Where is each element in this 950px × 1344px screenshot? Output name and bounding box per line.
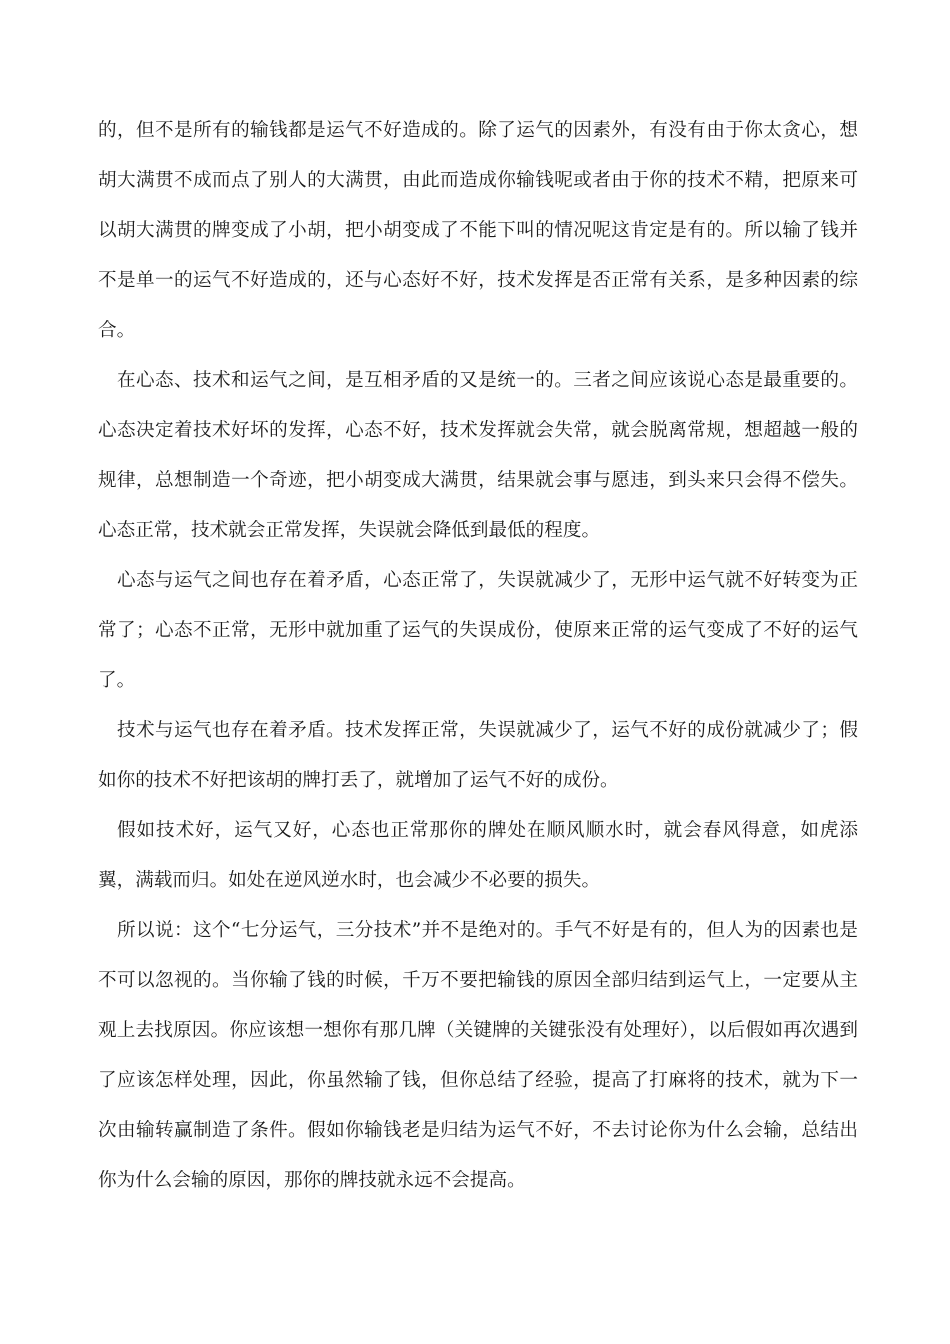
paragraph-2: 在心态、技术和运气之间，是互相矛盾的又是统一的。三者之间应该说心态是最重要的。心态决定着技术好坏的发挥，心态不好，技术发挥就会失常，就会脱离常规，想超越一般的规律，总想制造一个奇迹，把小胡变成大满贯，结果就会事与愿违，到头来只会得不偿失。心态正常，技术就会正常发挥，失误就会降低到最低的程度。 <box>98 370 858 541</box>
paragraph-4: 技术与运气也存在着矛盾。技术发挥正常，失误就减少了，运气不好的成份就减少了；假如你的技术不好把该胡的牌打丢了，就增加了运气不好的成份。 <box>98 720 858 791</box>
paragraph-5: 假如技术好，运气又好，心态也正常那你的牌处在顺风顺水时，就会春风得意，如虎添翼，满载而归。如处在逆风逆水时，也会减少不必要的损失。 <box>98 820 858 891</box>
article-body <box>98 106 858 1206</box>
paragraph-1: 的，但不是所有的输钱都是运气不好造成的。除了运气的因素外，有没有由于你太贪心，想胡大满贯不成而点了别人的大满贯，由此而造成你输钱呢或者由于你的技术不精，把原来可以胡大满贯的牌变成了小胡，把小胡变成了不能下叫的情况呢这肯定是有的。所以输了钱并不是单一的运气不好造成的，还与心态好不好，技术发挥是否正常有关系，是多种因素的综合。 <box>98 120 858 341</box>
paragraph-6: 所以说：这个“七分运气，三分技术”并不是绝对的。手气不好是有的，但人为的因素也是不可以忽视的。当你输了钱的时候，千万不要把输钱的原因全部归结到运气上，一定要从主观上去找原因。你应该想一想你有那几牌（关键牌的关键张没有处理好），以后假如再次遇到了应该怎样处理，因此，你虽然输了钱，但你总结了经验，提高了打麻将的技术，就为下一次由输转赢制造了条件。假如你输钱老是归结为运气不好，不去讨论你为什么会输，总结出你为什么会输的原因，那你的牌技就永远不会提高。 <box>98 920 858 1191</box>
paragraph-3: 心态与运气之间也存在着矛盾，心态正常了，失误就减少了，无形中运气就不好转变为正常了；心态不正常，无形中就加重了运气的失误成份，使原来正常的运气变成了不好的运气了。 <box>98 570 858 691</box>
